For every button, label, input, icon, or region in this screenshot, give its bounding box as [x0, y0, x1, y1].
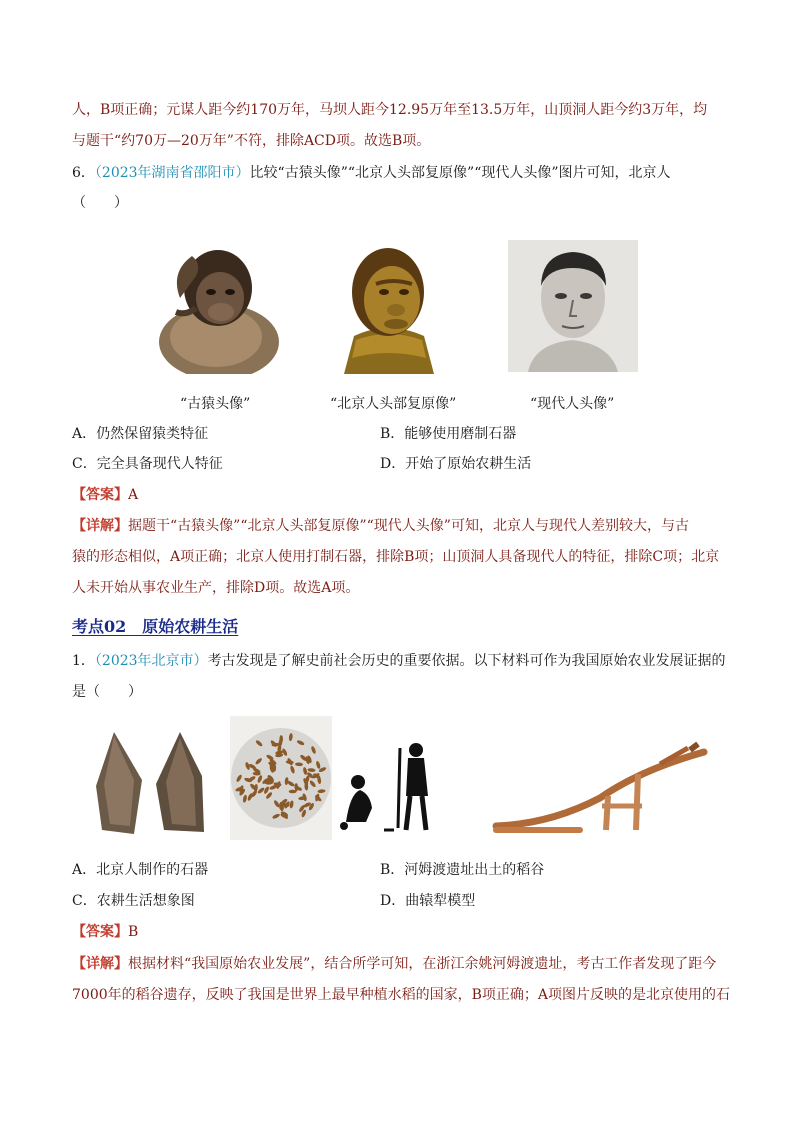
q1-source: （2023年北京市）: [94, 653, 208, 669]
q6-stem-line-2: （ ）: [72, 195, 128, 211]
q1-answer-label: 【答案】: [72, 924, 128, 940]
plough-model-image: [490, 740, 708, 834]
caption-ape-head: “古猿头像”: [180, 396, 251, 412]
farming-illustration-image: [336, 738, 444, 832]
q1-stem: 考古发现是了解史前社会历史的重要依据。以下材料可作为我国原始农业发展证据的: [207, 653, 726, 669]
ape-head-image: [156, 242, 282, 374]
rice-grains-image: [230, 716, 332, 840]
q6-detail-text-1: 据题干“古猿头像”“北京人头部复原像”“现代人头像”可知，北京人与现代人差别较大，与古: [128, 518, 689, 534]
q1-detail-label: 【详解】: [72, 956, 128, 972]
q1-answer-value: B: [128, 924, 139, 940]
q6-stem: 比较“古猿头像”“北京人头部复原像”“现代人头像”图片可知，北京人: [249, 165, 671, 181]
q1-stem-line-2: 是（ ）: [72, 684, 142, 700]
q1-number: 1．: [72, 653, 95, 669]
q1-detail-line-2: 7000年的稻谷遗存，反映了我国是世界上最早种植水稻的国家，B项正确；A项图片反映的是北京使用的石: [72, 987, 731, 1003]
q1-detail-line-1: [72, 954, 716, 974]
modern-human-head-image: [508, 240, 638, 372]
q6-answer: [72, 485, 138, 505]
q1-detail-text-1: 根据材料“我国原始农业发展”，结合所学可知，在浙江余姚河姆渡遗址，考古工作者发现了距今: [128, 956, 717, 972]
peking-man-bust-image: [326, 240, 452, 374]
q1-stem-line-1: [72, 651, 726, 671]
q1-option-c: C．农耕生活想象图: [72, 893, 195, 909]
prev-explanation-line-2: 与题干“约70万—20万年”不符，排除ACD项。故选B项。: [72, 133, 431, 149]
q6-source: （2023年湖南省邵阳市）: [94, 165, 250, 181]
caption-peking-man-head: “北京人头部复原像”: [330, 396, 457, 412]
q6-detail-line-3: 人未开始从事农业生产，排除D项。故选A项。: [72, 580, 360, 596]
q6-detail-label: 【详解】: [72, 518, 128, 534]
caption-modern-human-head: “现代人头像”: [530, 396, 615, 412]
q6-answer-label: 【答案】: [72, 487, 128, 503]
q6-answer-value: A: [128, 487, 139, 503]
q1-option-a: A．北京人制作的石器: [72, 862, 209, 878]
stone-tools-image: [84, 726, 224, 840]
section-heading: 考点02 原始农耕生活: [72, 617, 239, 636]
prev-explanation-line-1: 人，B项正确；元谋人距今约170万年，马坝人距今12.95万年至13.5万年，山顶洞人距今约3万年，均: [72, 102, 708, 118]
q1-option-b: B．河姆渡遗址出土的稻谷: [380, 862, 545, 878]
q6-detail-line-2: 猿的形态相似，A项正确；北京人使用打制石器，排除B项；山顶洞人具备现代人的特征，排除C项；北京: [72, 549, 720, 565]
q6-option-c: C．完全具备现代人特征: [72, 456, 223, 472]
q6-stem-line-1: [72, 163, 671, 183]
q6-number: 6．: [72, 165, 95, 181]
q1-option-d: D．曲辕犁模型: [380, 893, 476, 909]
q6-option-d: D．开始了原始农耕生活: [380, 456, 532, 472]
q6-option-b: B．能够使用磨制石器: [380, 426, 517, 442]
q1-answer: [72, 922, 138, 942]
q6-detail-line-1: [72, 516, 689, 536]
q6-option-a: A．仍然保留猿类特征: [72, 426, 209, 442]
